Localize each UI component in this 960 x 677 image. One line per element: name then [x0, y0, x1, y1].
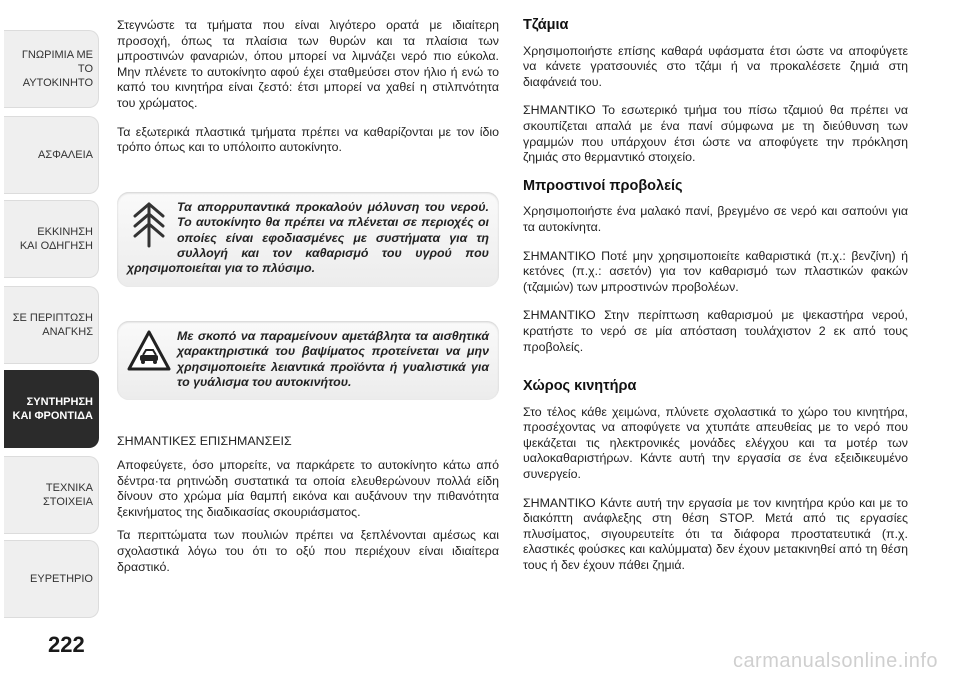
- section-heading-glass: Τζάμια: [523, 17, 569, 33]
- left-column: [117, 18, 499, 588]
- note-text: Τα απορρυπαντικά προκαλούν μόλυνση του νερού. Το αυτοκίνητο θα πρέπει να πλένεται σε περιοχές οι οποίες είναι εφοδιασμένες με συστήματα για τη συλλογή και τον καθαρισμό του υγρού που χρησιμοποιείται για το πλύσιμο.: [127, 199, 489, 276]
- paint-warning-note: [117, 321, 499, 401]
- important-heading: ΣΗΜΑΝΤΙΚΕΣ ΕΠΙΣΗΜΑΝΣΕΙΣ: [117, 434, 292, 449]
- note-text: Με σκοπό να παραμείνουν αμετάβλητα τα αισθητικά χαρακτηριστικά του βαψίματος προτείνεται να μην χρησιμοποιείτε λειαντικά προϊόντα ή γυαλιστικά για το γυάλισμα του αυτοκινήτου.: [177, 328, 489, 389]
- paragraph: ΣΗΜΑΝΤΙΚΟ Στην περίπτωση καθαρισμού με ψεκαστήρα νερού, κρατήστε το νερό σε μία απόσταση τουλάχιστον 2 εκ από τους προβολείς.: [523, 308, 908, 354]
- tab-index[interactable]: [4, 540, 99, 618]
- tab-technical-data[interactable]: [4, 456, 99, 534]
- paragraph: Τα περιττώματα των πουλιών πρέπει να ξεπλένονται αμέσως και σχολαστικά λόγω του ότι το οξύ που περιέχουν είναι ιδιαίτερα δραστικό.: [117, 528, 499, 574]
- paragraph: Στο τέλος κάθε χειμώνα, πλύνετε σχολαστικά το χώρο του κινητήρα, προσέχοντας να αποφύγετε να χτυπάτε απευθείας με το νερό που ψεκάζεται τις ηλεκτρονικές μονάδες ελέγχου και τα μοτέρ των υαλοκαθαριστήρων. Κάντε αυτή την εργασία σε ένα εξειδικευμένο συνεργείο.: [523, 404, 908, 482]
- section-heading-headlights: Μπροστινοί προβολείς: [523, 177, 683, 194]
- paragraph: Χρησιμοποιήστε επίσης καθαρά υφάσματα έτσι ώστε να αποφύγετε να κάνετε γρατσουνιές στο τζάμι ή να προκαλέσετε ζημιά στη διαφάνειά του.: [523, 43, 908, 89]
- paragraph: Χρησιμοποιήστε ένα μαλακό πανί, βρεγμένο σε νερό και σαπούνι για τα αυτοκίνητα.: [523, 204, 908, 234]
- paragraph: Τα εξωτερικά πλαστικά τμήματα πρέπει να καθαρίζονται με τον ίδιο τρόπο όπως και το υπόλοιπο αυτοκίνητο.: [117, 124, 499, 155]
- sidebar-tabs: [0, 0, 103, 677]
- tab-maintenance[interactable]: [4, 370, 99, 448]
- tab-getting-to-know[interactable]: [4, 30, 99, 108]
- paragraph: ΣΗΜΑΝΤΙΚΟ Κάντε αυτή την εργασία με τον κινητήρα κρύο και με το διακόπτη ανάφλεξης στη θέση STOP. Μετά από τις εργασίες πλυσίματος, σιγουρευτείτε ότι τα διάφορα προστατευτικά (π.χ. ελαστικές φούσκες και καλύμματα) δεν έχουν μετακινηθεί από τη θέση τους ή δεν έχουν πάθει ζημιά.: [523, 495, 908, 573]
- paragraph: Στεγνώστε τα τμήματα που είναι λιγότερο ορατά με ιδιαίτερη προσοχή, όπως τα πλαίσια των θυρών και τα πλαίσια των μπροστινών φαναριών, όπου μπορεί να λιμνάζει νερό πιο εύκολα. Μην πλένετε το αυτοκίνητο αφού έχει σταθμεύσει στον ήλιο ή ενώ το καπό του κινητήρα είναι ζεστό: έτσι μπορεί να χαθεί η στιλπνότητα του χρώματος.: [117, 18, 499, 110]
- right-column: [523, 18, 908, 587]
- tab-safety[interactable]: [4, 116, 99, 194]
- environment-note: [117, 192, 499, 287]
- car-wash-warning-icon: [127, 329, 171, 377]
- page-number: 222: [48, 632, 85, 657]
- section-heading-engine-bay: Χώρος κινητήρα: [523, 378, 637, 395]
- paragraph: Αποφεύγετε, όσο μπορείτε, να παρκάρετε το αυτοκίνητο κάτω από δέντρα·τα ρητινώδη συστατικά τα οποία ελευθερώνουν πολλά είδη δίνουν στο χρώμα μία θαμπή εικόνα και αυξάνουν την πιθανότητα ξεκινήματος της διαδικασίας σκουριάσματος.: [117, 458, 499, 519]
- tab-starting-driving[interactable]: [4, 200, 99, 278]
- environment-icon: [127, 200, 171, 248]
- paragraph: ΣΗΜΑΝΤΙΚΟ Το εσωτερικό τμήμα του πίσω τζαμιού θα πρέπει να σκουπίζεται απαλά με ένα πανί σύμφωνα με τη διεύθυνση των γραμμών που υπάρχουν έτσι ώστε να αποφύγετε την πρόκληση ζημιάς στο θερμαντικό στοιχείο.: [523, 103, 908, 165]
- tab-emergency[interactable]: [4, 286, 99, 364]
- tab-label: ΑΣΦΑΛΕΙΑ: [37, 149, 93, 161]
- tab-label: ΕΚΚΙΝΗΣΗ ΚΑΙ ΟΔΗΓΗΣΗ: [19, 226, 93, 252]
- watermark: carmanualsonline.info: [732, 650, 938, 672]
- paragraph: ΣΗΜΑΝΤΙΚΟ Ποτέ μην χρησιμοποιείτε καθαριστικά (π.χ.: βενζίνη) ή κετόνες (π.χ.: ασετόν) για τον καθαρισμό των πλαστικών φακών (τζαμιών) των μπροστινών προβολέων.: [523, 248, 908, 294]
- tab-label: ΤΕΧΝΙΚΑ ΣΤΟΙΧΕΙΑ: [43, 482, 93, 508]
- tab-label: ΕΥΡΕΤΗΡΙΟ: [30, 573, 93, 585]
- tab-label: ΓΝΩΡΙΜΙΑ ΜΕ ΤΟ ΑΥΤΟΚΙΝΗΤΟ: [21, 49, 93, 89]
- tab-label: ΣΥΝΤΗΡΗΣΗ ΚΑΙ ΦΡΟΝΤΙΔΑ: [12, 396, 93, 422]
- tab-label: ΣΕ ΠΕΡΙΠΤΩΣΗ ΑΝΑΓΚΗΣ: [12, 312, 93, 338]
